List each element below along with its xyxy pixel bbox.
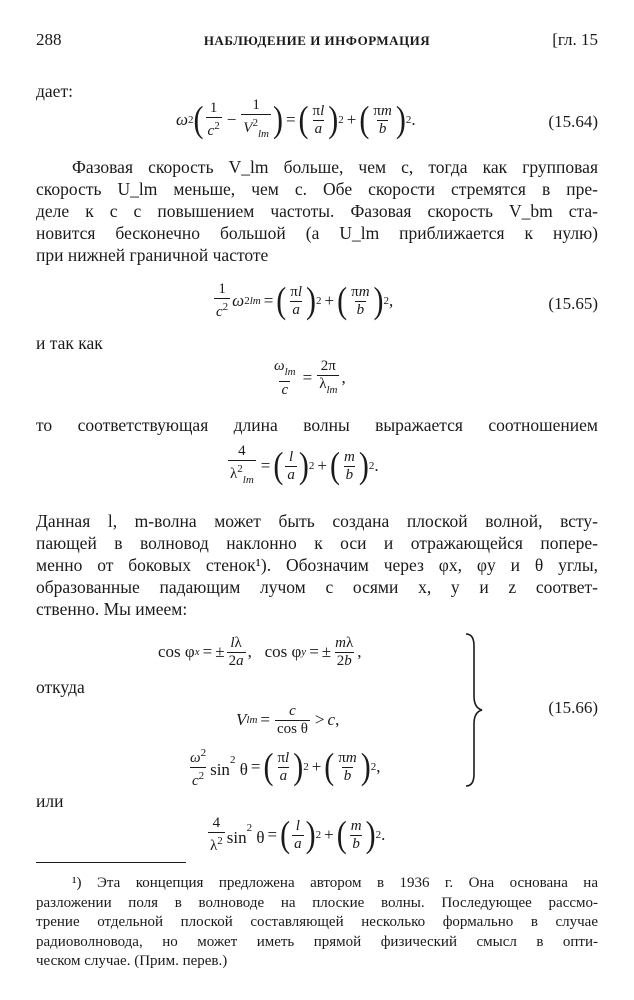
- text-line: Данная l, m-волна может быть создана плоской волной, всту-: [36, 511, 598, 531]
- paragraph-wavelength: то соответствующая длина волны выражается соотношением: [36, 415, 598, 435]
- running-title: НАБЛЮДЕНИЕ И ИНФОРМАЦИЯ: [203, 33, 431, 48]
- label-otkuda: откуда: [36, 677, 85, 697]
- equation-number-15-66: (15.66): [548, 698, 598, 717]
- equation-15-65: $\frac{1}{c^2}$ ω 2 lm = ( $\frac{\pi l}{a}$ ) 2 + ( $\frac{\pi m}{b}$ ) 2 ,: [216, 279, 394, 321]
- equation-15-64: ω 2 ( $\frac{1}{c^2}$ − $\frac{1}{V^2_{lm}}$ ) = ( $\frac{\pi l}{a}$ ) 2 + ( $\frac{\pi m}{b}$ ) 2 .: [176, 98, 416, 142]
- equation-wavelength: $\frac{4}{\lambda^2_{lm}}$ = ( $\frac{l}{a}$ ) 2 + ( $\frac{m}{b}$ ) 2 .: [226, 442, 379, 490]
- paragraph-daet: дает:: [36, 81, 73, 101]
- equation-final: $\frac{4}{\lambda^2}$ $\sin^2 \theta$ = ( $\frac{l}{a}$ ) 2 + ( $\frac{m}{b}$ ) 2 .: [210, 813, 386, 855]
- text-line: пающей в волновод наклонно к оси и отражающейся попере-: [36, 533, 598, 553]
- equation-phase-velocity: V lm = $\frac{c}{\text{cos θ}}$ > c ,: [236, 702, 340, 737]
- equation-sin-theta: $\frac{\omega^2}{c^2}$ $\sin^2 \theta$ = ( $\frac{\pi l}{a}$ ) 2 + ( $\frac{\pi m}{b}$ ) 2 ,: [190, 745, 381, 789]
- equation-cos-phi: cos φ x = ± $\frac{l\lambda}{2a}$ , cos φ y = ± $\frac{m\lambda}{2b}$ ,: [158, 634, 362, 669]
- footnote-line: ческом случае. (Прим. перев.): [36, 953, 228, 969]
- equation-number-15-64: (15.64): [548, 112, 598, 131]
- footnote-line: ¹) Эта концепция предложена автором в 1936 г. Она основана на: [72, 875, 598, 891]
- footnote: [36, 874, 598, 972]
- chapter-marker: [гл. 15: [552, 30, 598, 49]
- footnote-line: радиоволновода, но может иметь прямой физический смысл в опти-: [36, 933, 598, 950]
- paragraph-plane-wave: [36, 510, 598, 620]
- equation-omega-lambda: $\frac{\omega_{lm}}{c}$ = $\frac{2\pi}{\lambda_{lm}}$ ,: [274, 357, 346, 398]
- text-line: деле к c с повышением частоты. Фазовая скорость V_bm ста-: [36, 201, 598, 221]
- label-ili: или: [36, 791, 64, 811]
- text-line: при нижней граничной частоте: [36, 245, 269, 265]
- text-line: Фазовая скорость V_lm больше, чем c, тогда как групповая: [72, 157, 598, 177]
- page-number: 288: [36, 30, 62, 49]
- text-line: образованные падающим лучом с осями x, y и z соответ-: [36, 577, 598, 597]
- text-line: новится бесконечно большой (а U_lm приближается к нулю): [36, 223, 598, 243]
- text-line: ственно. Мы имеем:: [36, 599, 188, 619]
- footnote-line: трение отдельной плоской составляющей несколько формально в случае: [36, 914, 598, 930]
- paragraph-i-tak-kak: и так как: [36, 333, 103, 353]
- equation-number-15-65: (15.65): [548, 294, 598, 313]
- right-brace-icon: [462, 632, 486, 788]
- paragraph-phase-velocity: [36, 156, 598, 266]
- footnote-line: разложении поля в волноводе на плоские волны. Последующее рассмо-: [36, 894, 598, 911]
- text-line: скорость U_lm меньше, чем c. Обе скорости стремятся в пре-: [36, 179, 598, 199]
- footnote-divider: [36, 862, 186, 863]
- text-line: менно от боковых стенок¹). Обозначим через φx, φy и θ углы,: [36, 555, 598, 575]
